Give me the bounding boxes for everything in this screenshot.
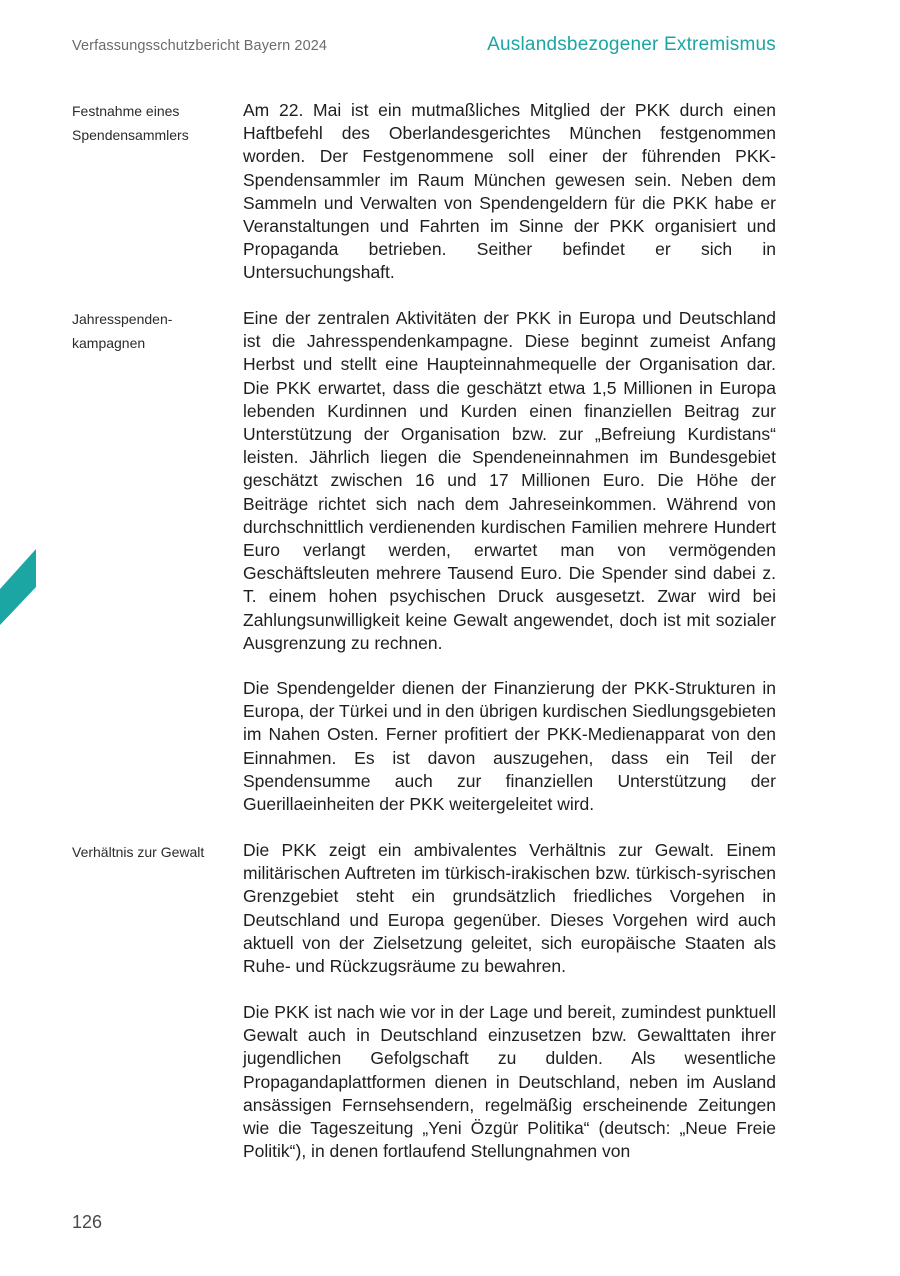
margin-label-jahresspenden <box>72 307 232 355</box>
chapter-tab-marker <box>0 549 36 625</box>
margin-label-line: Verhältnis zur Gewalt <box>72 844 205 860</box>
chapter-title: Auslandsbezogener Extremismus <box>487 34 776 55</box>
paragraph-gewalt-2: Die PKK ist nach wie vor in der Lage und bereit, zumindest punktuell Gewalt auch in Deutschland einzusetzen bzw. Gewalttaten ihrer jugendlichen Gefolgschaft zu dulden. Als wesentliche Propagandaplattformen dienen in Deutschland, neben im Ausland ansässigen Fernsehsendern, regelmäßig erscheinende Zeitungen wie die Tageszeitung „Yeni Özgür Politika“ (deutsch: „Neue Freie Politik“), in denen fortlaufend Stellungnahmen von <box>243 1002 776 1162</box>
paragraph-gewalt-1: Die PKK zeigt ein ambivalentes Verhältnis zur Gewalt. Einem militärischen Auftreten im türkisch-irakischen bzw. türkisch-syrischen Grenzgebiet steht ein grundsätzlich friedliches Vorgehen in Deutschland und Europa gegenüber. Dieses Vorgehen wird auch aktuell von der Zielsetzung geleitet, sich europäische Staaten als Ruhe- und Rückzugsräume zu bewahren. <box>243 840 776 977</box>
margin-label-line: kampagnen <box>72 335 146 351</box>
margin-label-gewalt <box>72 840 232 864</box>
paragraph-jahresspenden-1: Eine der zentralen Aktivitäten der PKK in Europa und Deutschland ist die Jahresspendenkampagne. Diese beginnt zumeist Anfang Herbst und stellt eine Haupteinnahmequelle der Organisation dar. Die PKK erwartet, dass die geschätzt etwa 1,5 Millionen in Europa lebenden Kurdinnen und Kurden einen finanziellen Beitrag zur Unterstützung der Organisation bzw. zur „Befreiung Kurdistans“ leisten. Jährlich liegen die Spendeneinnahmen im Bundesgebiet geschätzt zwischen 16 und 17 Millionen Euro. Die Höhe der Beiträge richtet sich nach dem Jahreseinkommen. Während von durchschnittlich verdienenden kurdischen Familien mehrere Hundert Euro verlangt werden, erwartet man von vermögenden Geschäftsleuten mehrere Tausend Euro. Die Spender sind dabei z. T. einem hohen psychischen Druck ausgesetzt. Zwar wird bei Zahlungsunwilligkeit keine Gewalt angewendet, doch ist mit sozialer Ausgrenzung zu rechnen. <box>243 308 776 653</box>
running-header-title: Verfassungsschutzbericht Bayern 2024 <box>72 38 328 54</box>
margin-label-festnahme <box>72 99 232 147</box>
margin-label-line: Jahresspenden- <box>72 311 173 327</box>
margin-label-line: Festnahme eines <box>72 103 180 119</box>
paragraph-festnahme: Am 22. Mai ist ein mutmaßliches Mitglied der PKK durch einen Haftbefehl des Oberlandesgerichtes München festgenommen worden. Der Festgenommene soll einer der führenden PKK-Spendensammler im Raum München gewesen sein. Neben dem Sammeln und Verwalten von Spendengeldern für die PKK habe er Veranstaltungen und Fahrten im Sinne der PKK organisiert und Propaganda betrieben. Seither befindet er sich in Untersuchungshaft. <box>243 100 776 283</box>
page-number: 126 <box>72 1212 103 1232</box>
paragraph-jahresspenden-2: Die Spendengelder dienen der Finanzierung der PKK-Strukturen in Europa, der Türkei und in den übrigen kurdischen Siedlungsgebieten im Nahen Osten. Ferner profitiert der PKK-Medienapparat von den Einnahmen. Es ist davon auszugehen, dass ein Teil der Spendensumme auch zur finanziellen Unterstützung der Guerillaeinheiten der PKK weitergeleitet wird. <box>243 678 776 815</box>
margin-label-line: Spendensammlers <box>72 127 189 143</box>
